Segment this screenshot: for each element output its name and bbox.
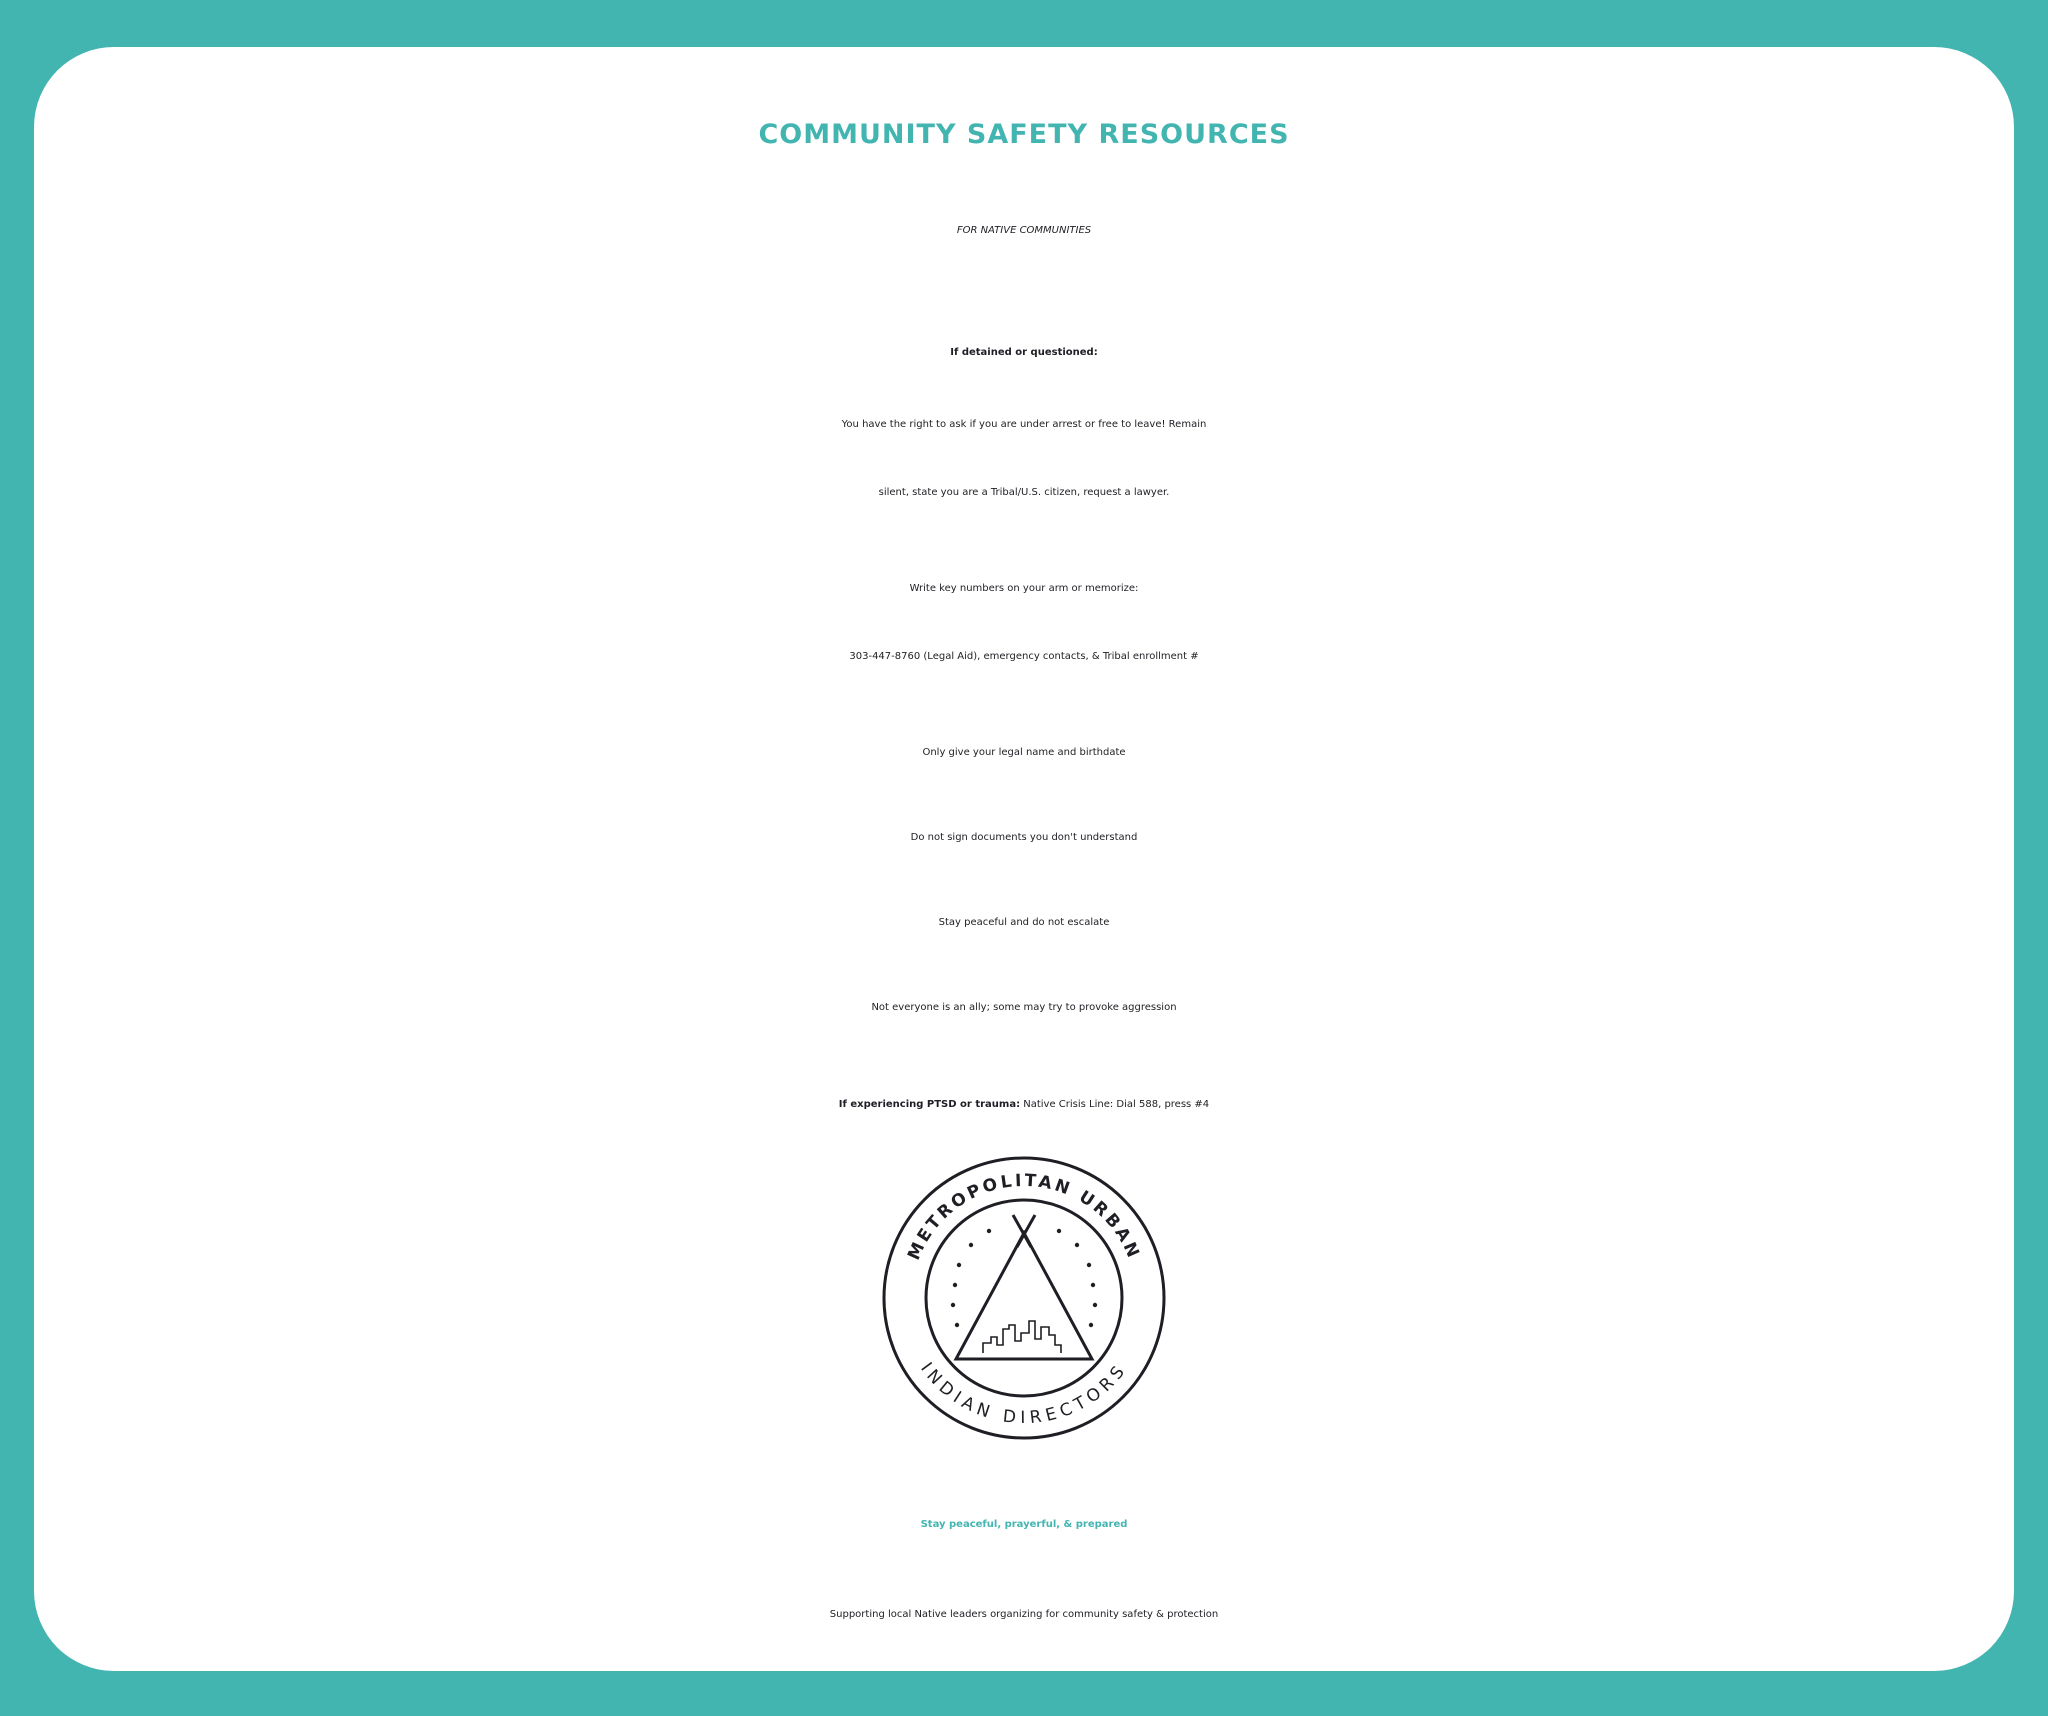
- tip-sign-documents: Do not sign documents you don't understand: [910, 832, 1138, 843]
- tip-not-everyone-ally: Not everyone is an ally; some may try to provoke aggression: [871, 1002, 1177, 1013]
- tipi-icon: [956, 1215, 1092, 1359]
- resource-card: [34, 47, 2014, 1671]
- rights-text-line-2: silent, state you are a Tribal/U.S. citizen, request a lawyer.: [878, 487, 1170, 498]
- detained-heading: If detained or questioned:: [950, 347, 1098, 358]
- numbers-text-line-2: 303-447-8760 (Legal Aid), emergency contacts, & Tribal enrollment #: [849, 651, 1199, 662]
- logo-bottom-text: INDIAN DIRECTORS: [916, 1358, 1132, 1429]
- motto-text: Stay peaceful, prayerful, & prepared: [920, 1519, 1128, 1530]
- crisis-label: If experiencing PTSD or trauma:: [838, 1099, 1021, 1110]
- skyline-icon: [983, 1321, 1061, 1353]
- logo-top-text: METROPOLITAN URBAN: [904, 1170, 1144, 1264]
- crisis-line-text: [34, 1099, 2014, 1110]
- star-dots-icon: [951, 1229, 1097, 1327]
- rights-text-line-1: You have the right to ask if you are under arrest or free to leave! Remain: [841, 419, 1207, 430]
- tip-legal-name: Only give your legal name and birthdate: [922, 747, 1126, 758]
- crisis-number-text: Native Crisis Line: Dial 588, press #4: [1020, 1099, 1210, 1110]
- tip-stay-peaceful: Stay peaceful and do not escalate: [938, 917, 1110, 928]
- support-text: Supporting local Native leaders organizing for community safety & protection: [829, 1609, 1219, 1620]
- metropolitan-urban-indian-directors-logo: [879, 1153, 1169, 1443]
- numbers-text-line-1: Write key numbers on your arm or memorize:: [909, 583, 1139, 594]
- page-subtitle: FOR NATIVE COMMUNITIES: [956, 225, 1092, 236]
- page-title: COMMUNITY SAFETY RESOURCES: [758, 119, 1290, 150]
